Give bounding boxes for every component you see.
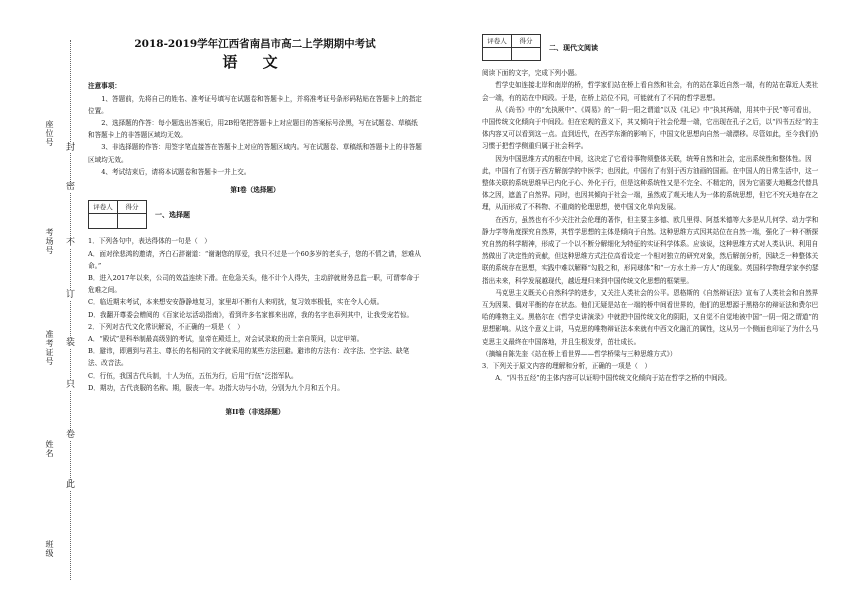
- question-3-option-a: A．“四书五经”的主体内容可以证明中国传统文化倾向于站在哲学之桥的中间段。: [495, 374, 731, 383]
- class-label: 班级: [45, 540, 54, 558]
- notice-heading: 注意事项：: [88, 82, 121, 91]
- binding-mark: 密: [66, 182, 76, 192]
- binding-mark: 此: [66, 480, 76, 490]
- left-column: [88, 28, 422, 418]
- score-header: 得分: [118, 201, 147, 214]
- passage-paragraph: 在西方，虽然也有不少关注社会伦理的著作，但主要主多德、欧几里得、阿基米德等大多是从几何学、动力学和静力学等角度探究自然界，其哲学思想的主体是倾向于自然。这种思维方式因其站位在自然一端，强化了一种不断探究自然的科学精神，形成了一个以不断分解细化为特征的实证科学体系。应该说，这种思维方式对人类认识、利用自然做出了决定性的贡献，但这种思维方式注位高看设定一个相对独立的研究对象，然后解剖分析，因缺乏一种整体关联的系统存在思想，实践中难以解释“勾股之和，形同球体”和“一方水土养一方人”的现象。英国科学物理学家李约瑟指出未来，科学发展越现代，越近理归来到中国传统文化思想的框架里。: [482, 215, 819, 285]
- score-cell: [512, 48, 541, 61]
- binding-margin: [0, 0, 80, 608]
- score-header: 得分: [512, 35, 541, 48]
- question-1: 1．下列各句中，表达得体的一句是（ ）: [88, 237, 211, 246]
- question-2-option-a: A．“殿试”是科举制最高级别的考试，皇帝在殿廷上，对会试录取的贡士亲自策问，以定甲第。: [88, 335, 364, 344]
- seat-number-label: 座位号: [45, 120, 54, 147]
- right-column: [482, 34, 822, 384]
- binding-mark: 装: [66, 338, 76, 348]
- exam-room-label: 考场号: [45, 228, 54, 255]
- notice-item: 4、考试结束后，请将本试题卷和答题卡一并上交。: [101, 167, 251, 176]
- binding-mark: 只: [66, 380, 76, 390]
- passage-paragraph: 马克思主义既关心自然科学的进步，又关注人类社会的公平。恩格斯的《自然辩证法》宣布了人类社会和自然界互为因果、偶对平衡的存在状态。他们无疑是站在一端的桥中间看世界的，他们的思想源于黑格尔的辩证法和费尔巴哈的唯物主义。黑格尔在《哲学史讲演录》中就把中国传统文化的阴阳，又自觉不自觉地被中国“一阴一阳之谓道”的思想影响。从这个意义上讲，马克思的唯物辩证法本来就有中西文化融汇的属性，这从另一个侧面也印证了为什么马克思主义最终在中国落地，并且生根发芽，茁壮成长。: [482, 288, 819, 346]
- question-3: 3．下列关于原文内容的理解和分析，正确的一项是（ ）: [482, 362, 652, 371]
- name-label: 姓名: [45, 440, 54, 458]
- question-1-option-b: B．进入2017年以来，公司的效益连续下滑。在危急关头，他不计个人得失，主动辞就财务总监一职，可谓奉命于危难之间。: [88, 274, 420, 295]
- question-2-option-d: D．期功，古代丧服的名称。期，服丧一年。功指大功与小功，分别为九个月和五个月。: [88, 383, 344, 392]
- binding-mark: 封: [66, 143, 76, 153]
- subject-title: 语 文: [222, 53, 288, 72]
- question-1-option-d: D．我翻开尊委会赠阅的《百家论坛活动指南》，看到许多名家都来出席，我的名字也忝列其中，让我受宠若惊。: [88, 310, 414, 319]
- grader-header: 评卷人: [89, 201, 118, 214]
- question-2-option-b: B．避讳，即遇到与君主、尊长的名相同的文字就采用的某些方法回避。避讳的方法有：改字法、空字法、缺笔法、改音法。: [88, 347, 410, 368]
- passage-paragraph: 因为中国思维方式的根在中间，这决定了它看待事物须整体关联，统筹自然和社会，定出系统性和整体性。因此，中国有了有别于西方解剖学的中医学；也因此，中国有了有别于西方油画的国画。在中国人的日常生活中，这一整体关联的系统思维早已内化于心、外化于行，但是这种系统性又是不完全、不精定的，因为它需要大地概念代替具体之因，遮盖了自然界。同时，也因其倾向于社会一端，虽然成了观天地人为一体的系统思想，但它不究天地存在之理，从而形成了不科物、不重商的伦理思想，使中国文化单向发展。: [482, 154, 819, 212]
- question-2: 2．下列对古代文化常识解说，不正确的一项是（ ）: [88, 322, 244, 331]
- volume-1-heading: 第Ⅰ卷（选择题）: [230, 186, 280, 195]
- grader-cell: [483, 48, 512, 61]
- admission-number-label: 准考证号: [45, 330, 54, 366]
- score-box: [482, 34, 541, 61]
- question-1-option-c: C．临近期末考试，本来想安安静静地复习，家里却不断有人来叨扰，复习效率极低，实在令人心烦。: [88, 298, 384, 307]
- passage-paragraph: 哲学史如连接北岸和南岸的桥，哲学家们站在桥上看自然和社会，有的站在靠近自然一端，有的站在靠近人类社会一端，有的站在中间段。于是，在桥上站位不同，可能就有了不同的哲学思想。: [482, 81, 819, 102]
- exam-title: 2018-2019学年江西省南昌市高二上学期期中考试: [134, 38, 376, 50]
- notice-item: 2、选择题的作答：每小题选出答案后，用2B铅笔把答题卡上对应题目的答案标号涂黑，写在试题卷、草稿纸和答题卡上的非答题区域均无效。: [88, 119, 418, 140]
- notice-item: 1、答题前，先将自己的姓名、准考证号填写在试题卷和答题卡上，并将准考证号条形码粘贴在答题卡上的指定位置。: [88, 94, 422, 115]
- grader-header: 评卷人: [483, 35, 512, 48]
- binding-mark: 不: [66, 238, 76, 248]
- binding-line: [70, 40, 71, 580]
- reading-intro: 阅读下面的文字，完成下列小题。: [482, 69, 581, 78]
- binding-mark: 订: [66, 290, 76, 300]
- score-cell: [118, 214, 147, 229]
- score-box: [88, 200, 147, 229]
- volume-2-heading: 第II卷（非选择题）: [225, 408, 285, 417]
- notice-item: 3、非选择题的作答：用签字笔直接答在答题卡上对应的答题区域内。写在试题卷、草稿纸和答题卡上的非答题区域均无效。: [88, 143, 422, 164]
- grader-cell: [89, 214, 118, 229]
- passage-source: （摘编自陈先奎《站在桥上看世界——哲学桥梁与三种思维方式》）: [482, 349, 677, 358]
- section-1-title: 一、选择题: [155, 209, 190, 219]
- question-2-option-c: C．行伍，我国古代兵制，十人为伍，五伍为行，后用“行伍”泛指军队。: [88, 371, 298, 380]
- binding-mark: 卷: [66, 430, 76, 440]
- passage-paragraph: 从《尚书》中的“允执厥中”、《周易》的“一阴一阳之谓道”以及《礼记》中“执其两端，用其中于民”等可看出，中国传统文化倾向于中间段。但在宏观的意义下，其又倾向于社会伦理一端，它出现在孔子之后，以“四书五经”的主体内容又可以看到这一点。直到近代，在西学东渐的影响下，中国文化思想向自然一端漂移。尽管如此，至今我们仍习惯于把哲学侧重归属于社会科学。: [482, 105, 819, 151]
- section-2-title: 二、现代文阅读: [549, 42, 598, 52]
- question-1-option-a: A．面对徐悲鸿的邀请，齐白石辞谢道：“谢谢您的厚爱，我只不过是一个60多岁的老头子，您的不情之请，恕难从命。”: [88, 249, 422, 270]
